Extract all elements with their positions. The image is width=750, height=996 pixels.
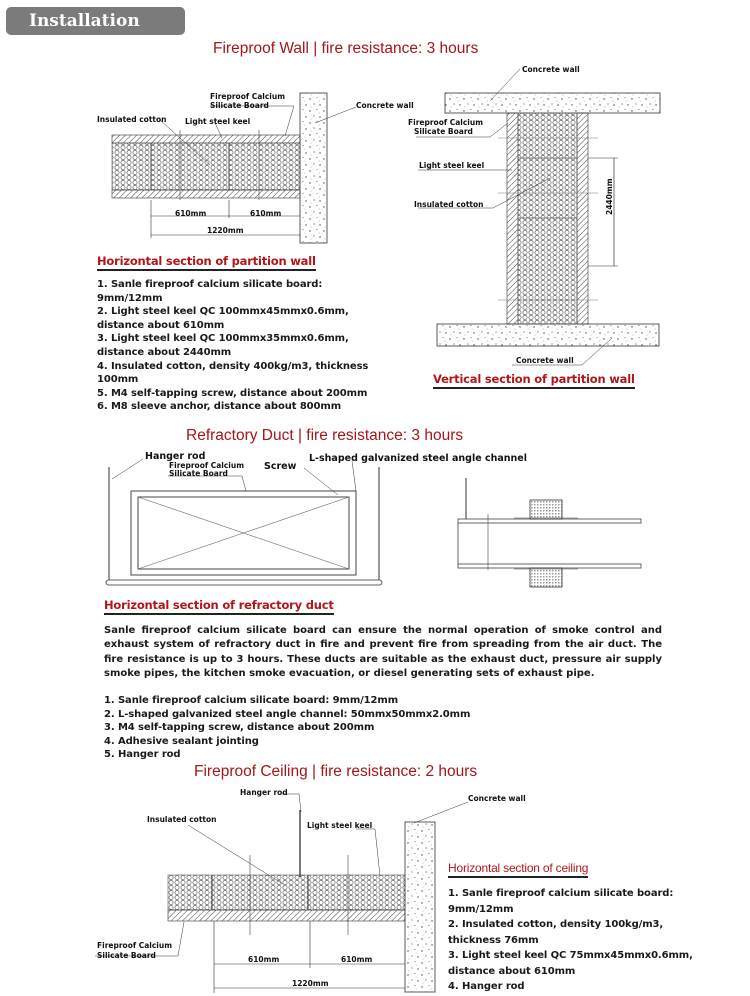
ceiling-spec-line: 3. Light steel keel QC 75mmx45mmx0.6mm, — [448, 950, 693, 961]
ceiling-spec-line: 1. Sanle fireproof calcium silicate board: — [448, 888, 674, 899]
wall-h-dim-total: 1220mm — [207, 226, 244, 235]
ceiling-dim-right: 610mm — [341, 955, 373, 964]
wall-section-title: Fireproof Wall | fire resistance: 3 hours — [213, 40, 479, 57]
ceiling-spec-line: distance about 610mm — [448, 965, 576, 977]
duct-spec-line: 5. Hanger rod — [104, 749, 181, 761]
ceiling-spec-line: thickness 76mm — [448, 934, 539, 946]
ceiling-label-concrete-wall: Concrete wall — [468, 794, 526, 803]
wall-v-label-concrete-top: Concrete wall — [522, 65, 580, 74]
ceiling-specs-list — [448, 886, 693, 995]
wall-spec-line: 2. Light steel keel QC 100mmx45mmx0.6mm, — [97, 306, 349, 318]
wall-spec-line: 9mm/12mm — [97, 292, 163, 304]
ceiling-label-hanger-rod: Hanger rod — [240, 788, 288, 797]
wall-v-label-concrete-bottom: Concrete wall — [516, 356, 574, 365]
duct-label-screw: Screw — [264, 461, 297, 472]
wall-horizontal-caption: Horizontal section of partition wall — [97, 254, 316, 271]
wall-v-dim-height: 2440mm — [605, 178, 614, 215]
wall-spec-line: 100mm — [97, 374, 139, 386]
duct-section-title: Refractory Duct | fire resistance: 3 hours — [186, 427, 464, 444]
wall-spec-line: distance about 610mm — [97, 319, 225, 331]
duct-side-diagram — [458, 478, 641, 587]
wall-spec-line: 3. Light steel keel QC 100mmx35mmx0.6mm, — [97, 333, 349, 345]
wall-spec-line: 1. Sanle fireproof calcium silicate board: — [97, 279, 323, 290]
ceiling-section-title: Fireproof Ceiling | fire resistance: 2 hours — [194, 763, 478, 780]
duct-label-board-line2: Silicate Board — [169, 469, 228, 478]
duct-spec-line: 4. Adhesive sealant jointing — [104, 735, 259, 747]
ceiling-spec-line: 4. Hanger rod — [448, 981, 525, 992]
ceiling-spec-line: 2. Insulated cotton, density 100kg/m3, — [448, 919, 664, 930]
duct-specs-list — [104, 694, 470, 762]
wall-spec-line: 5. M4 self-tapping screw, distance about 200mm — [97, 387, 368, 399]
wall-h-label-light-steel-keel: Light steel keel — [185, 117, 251, 126]
wall-v-label-insulated-cotton: Insulated cotton — [414, 200, 484, 209]
wall-spec-line: 4. Insulated cotton, density 400kg/m3, thickness — [97, 360, 369, 372]
ceiling-label-board-line2: Silicate Board — [97, 951, 156, 960]
duct-label-hanger-rod: Hanger rod — [145, 451, 206, 462]
wall-h-label-board-line1: Fireproof Calcium — [210, 92, 286, 101]
ceiling-spec-line: 9mm/12mm — [448, 903, 514, 915]
duct-label-board-line1: Fireproof Calcium — [169, 461, 245, 470]
wall-h-dim-right: 610mm — [250, 209, 282, 218]
wall-specs-list — [97, 278, 368, 414]
wall-vertical-caption: Vertical section of partition wall — [433, 372, 635, 389]
wall-h-label-insulated-cotton: Insulated cotton — [97, 115, 167, 124]
wall-h-label-board-line2: Silicate Board — [210, 101, 269, 110]
wall-spec-line: 6. M8 sleeve anchor, distance about 800mm — [97, 401, 342, 413]
duct-label-angle-channel: L-shaped galvanized steel angle channel — [309, 453, 528, 464]
wall-h-label-concrete-wall: Concrete wall — [356, 101, 414, 110]
duct-description: Sanle fireproof calcium silicate board can ensure the normal operation of smoke control and exhaust system of refractory duct in fire and prevent fire from spreading from the air duct. The fire resistance is up to 3 hours. These ducts are suitable as the exhaust duct, pressure air supply smoke pipes, the kitchen smoke evacuation, or diesel generating sets of exhaust pipe. — [104, 625, 662, 680]
ceiling-label-board-line1: Fireproof Calcium — [97, 941, 173, 950]
duct-spec-line: 2. L-shaped galvanized steel angle channel: 50mmx50mmx2.0mm — [104, 708, 471, 720]
duct-spec-line: 3. M4 self-tapping screw, distance about 200mm — [104, 722, 375, 734]
wall-spec-line: distance about 2440mm — [97, 346, 232, 358]
wall-h-dim-left: 610mm — [175, 209, 207, 218]
ceiling-caption: Horizontal section of ceiling — [448, 861, 588, 878]
wall-v-label-board-line1: Fireproof Calcium — [408, 118, 484, 127]
installation-badge: Installation — [6, 7, 185, 35]
ceiling-label-light-steel-keel: Light steel keel — [307, 821, 373, 830]
wall-v-label-light-steel-keel: Light steel keel — [419, 161, 485, 170]
ceiling-label-insulated-cotton: Insulated cotton — [147, 815, 217, 824]
duct-spec-line: 1. Sanle fireproof calcium silicate board: 9mm/12mm — [104, 695, 399, 706]
wall-vertical-diagram — [416, 69, 660, 365]
ceiling-dim-total: 1220mm — [292, 979, 329, 988]
duct-section-diagram — [106, 459, 382, 585]
wall-v-label-board-line2: Silicate Board — [414, 127, 473, 136]
duct-caption: Horizontal section of refractory duct — [104, 598, 334, 615]
ceiling-dim-left: 610mm — [248, 955, 280, 964]
